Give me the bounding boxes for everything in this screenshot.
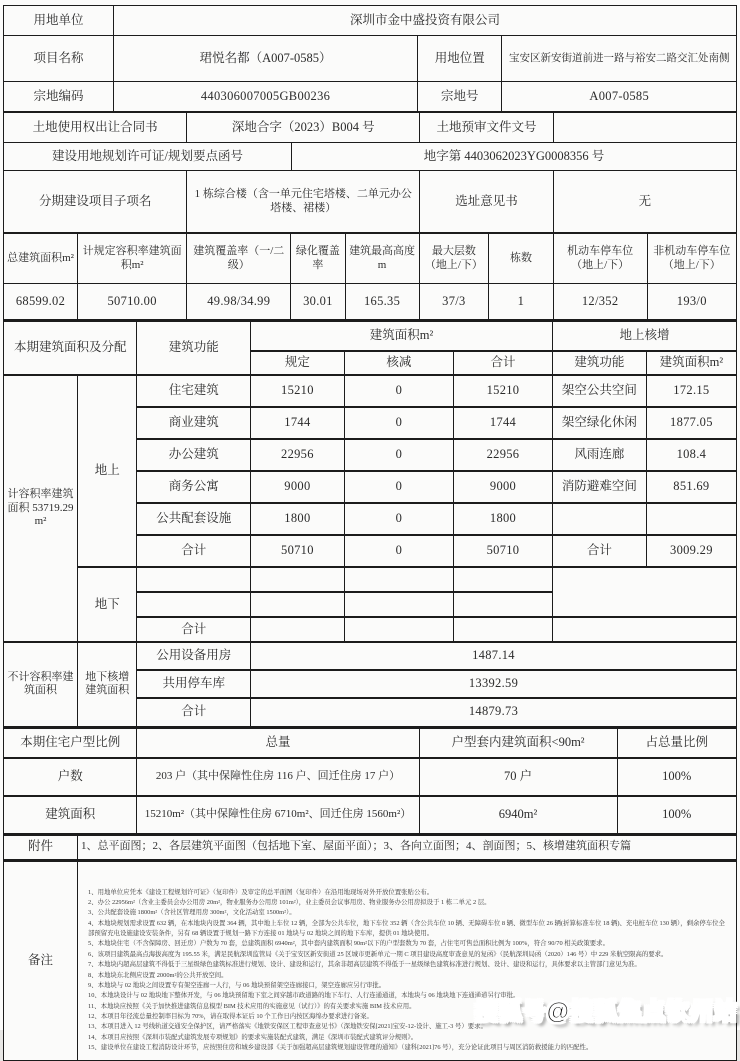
remark-line: 12、本项目年径流总量控制率目标为 70%，请在取得本证后 10 个工作日内按区海绵办要求进行备案。 — [88, 1013, 373, 1020]
reduced-cell: 0 — [344, 439, 453, 471]
empty-cell — [552, 617, 736, 642]
metric-value-total-area: 68599.02 — [4, 284, 78, 320]
attachments-content: 1、总平面图；2、各层建筑平面图（包括地下室、屋面平面）；3、各向立面图；4、剖面图；5、核增建筑面积专篇 — [78, 835, 737, 859]
household-count-row — [4, 758, 737, 796]
planning-permit-value: 地字第 4403062023YG0008356 号 — [292, 143, 737, 171]
remarks-label: 备注 — [4, 861, 78, 1061]
metric-header-coverage: 建筑覆盖率（一/二级） — [187, 234, 291, 284]
total-cell: 15210m²（其中保障性住房 6710m²、回迁住房 1560m²） — [137, 796, 419, 834]
prescribed-cell: 1744 — [251, 407, 345, 439]
table-row — [4, 36, 737, 82]
far-area-label: 计容积率建筑面积 53719.29m² — [4, 375, 78, 642]
bonus-function-cell: 消防避难空间 — [552, 471, 646, 503]
bonus-function-cell: 架空绿化休闲 — [552, 407, 646, 439]
empty-cell — [251, 592, 345, 617]
phase-subproject-label: 分期建设项目子项名 — [4, 171, 187, 233]
table-row — [4, 82, 737, 112]
metric-value-buildings: 1 — [489, 284, 554, 320]
total-cell: 50710 — [454, 535, 553, 567]
function-cell: 公用设备用房 — [137, 642, 251, 670]
reduced-cell: 0 — [344, 535, 453, 567]
sub-header-reduced: 核减 — [344, 351, 453, 375]
floor-area-row — [4, 796, 737, 834]
allocation-section-label: 本期建筑面积及分配 — [4, 321, 137, 375]
location-label: 用地位置 — [418, 36, 502, 82]
land-user-value: 深圳市金中盛投资有限公司 — [113, 6, 736, 36]
total-cell: 15210 — [454, 375, 553, 407]
empty-cell — [251, 617, 345, 642]
remark-line: 5、本地块住宅（不含保障房、回迁房）户数为 70 套，总建筑面积 6940m²，其中套内建筑面积 90m²以下的户型套数为 70 套，占住宅可售总面积比例为 100%，符合 90/70 相关政策要求。 — [88, 940, 609, 948]
reduced-cell: 0 — [344, 375, 453, 407]
metric-header-bike-parking: 非机动车停车位（地上/下） — [647, 234, 736, 284]
function-cell: 住宅建筑 — [137, 375, 251, 407]
parcel-code-label: 宗地编码 — [4, 82, 114, 112]
empty-cell — [344, 617, 453, 642]
metric-value-coverage: 49.98/34.99 — [187, 284, 291, 320]
remarks-table — [3, 860, 737, 1061]
table-row — [4, 375, 737, 407]
allocation-header-row-1 — [4, 321, 737, 351]
contract-permit-table — [3, 112, 737, 233]
area-header: 建筑面积m² — [251, 321, 553, 351]
remark-line: 1、用地单位应凭本《建设工程规划许可证》（复印件）及审定的总平面图（复印件）在沿用地现场对外开放位置张贴公布。 — [88, 888, 434, 896]
reduced-cell: 0 — [344, 407, 453, 439]
site-opinion-value: 无 — [553, 171, 736, 233]
remark-line: 11、本地块应按照《关于加快推进建筑信息模型 BIM 技术应用的实施意见（试行）》的有关要求实施 BIM 技术应用。 — [88, 1002, 416, 1010]
bonus-area-cell: 851.69 — [646, 471, 736, 503]
nonfar-value-cell: 14879.73 — [251, 698, 737, 726]
metric-header-far-area: 计规定容积率建筑面积m² — [78, 234, 187, 284]
empty-cell — [344, 567, 453, 592]
land-user-label: 用地单位 — [4, 6, 114, 36]
remark-line: 15、建设单位在建设工程消防设计环节，应按照住房和城乡建设部《关于加强超高层建筑规划建设管理的通知》（建科[2021]76 号），充分论证此项目与周区消防救援能力的匹配性。 — [88, 1044, 593, 1052]
function-cell: 合计 — [137, 698, 251, 726]
remark-line: 6、该项目建筑最高点海拔高度为 195.55 米，满足民航深圳监管局《关于宝安区新安街道 25 区城市更新单元一期 C 项目建设高度审查意见的复函》（民航深圳局函（2020）146 号）中 229 米航空限高的要求。 — [88, 950, 668, 958]
phase-subproject-value: 1 栋综合楼（含一单元住宅塔楼、二单元办公塔楼、裙楼） — [187, 171, 420, 233]
metric-value-bike-parking: 193/0 — [647, 284, 736, 320]
prescribed-cell: 1800 — [251, 503, 345, 535]
planning-permit-label: 建设用地规划许可证/规划要点函号 — [4, 143, 292, 171]
remark-line: 4、本地块规划需求设置 632 辆，在本地块内设置 364 辆，其中地上车位 12 辆，全部为公共车位，地下车位 352 辆（含公共车位 10 辆、无障碍车位 8 辆、微型车位 26 辆(折算标准车位 18 辆)、充电桩车位 130 辆），剩余停车位全部预留充电设施建设安装条件，另有 68 辆设置于规划一路下方连接 01 地块与 02 地块之间的地下车库，提供 01 地块使用。 — [88, 919, 725, 937]
small-unit-cell: 6940m² — [419, 796, 617, 834]
location-value: 宝安区新安街道前进一路与裕安二路交汇处南侧 — [502, 36, 737, 82]
nonfar-value-cell: 13392.59 — [251, 670, 737, 698]
empty-cell — [344, 592, 453, 617]
function-cell: 商业建筑 — [137, 407, 251, 439]
bonus-function-cell: 架空公共空间 — [552, 375, 646, 407]
metric-header-height: 建筑最高高度m — [345, 234, 419, 284]
bonus-function-cell: 合计 — [552, 535, 646, 567]
function-cell: 商务公寓 — [137, 471, 251, 503]
empty-cell — [137, 592, 251, 617]
bonus-area-cell: 108.4 — [646, 439, 736, 471]
sohu-watermark: 搜狐号@搜狐焦点钦州站 — [474, 998, 738, 1024]
metric-header-total-area: 总建筑面积m² — [4, 234, 78, 284]
bonus-area-cell: 1877.05 — [646, 407, 736, 439]
ratio-cell: 100% — [617, 796, 737, 834]
total-cell: 22956 — [454, 439, 553, 471]
metrics-header-row — [4, 234, 737, 284]
metric-value-far-area: 50710.00 — [78, 284, 187, 320]
function-header: 建筑功能 — [137, 321, 251, 375]
below-ground-empty-row — [4, 567, 737, 592]
metric-header-green: 绿化覆盖率 — [291, 234, 345, 284]
total-cell: 203 户（其中保障性住房 116 户、回迁住房 17 户） — [137, 758, 419, 796]
prescribed-cell: 22956 — [251, 439, 345, 471]
remark-line: 2、办公 22956m²（含业主委员会办公用房 20m²，物业服务办公用房 101m²），业主委员会议事用房、物业服务办公用房拟设于 1 栋二单元 2 层。 — [88, 898, 491, 906]
housing-total-header: 总量 — [137, 728, 419, 758]
housing-section-label: 本期住宅户型比例 — [4, 728, 137, 758]
function-cell: 公共配套设施 — [137, 503, 251, 535]
project-name-label: 项目名称 — [4, 36, 114, 82]
table-row — [4, 143, 737, 171]
total-cell: 1744 — [454, 407, 553, 439]
metric-value-green: 30.01 — [291, 284, 345, 320]
metric-value-floors: 37/3 — [419, 284, 489, 320]
remark-line: 8、本地块东北侧应设置 2000m²的公共开放空间。 — [88, 971, 228, 979]
underground-bonus-label: 地下核增建筑面积 — [78, 642, 137, 726]
remark-line: 10、本地块设计与 02 地块地下整体开发，与 06 地块预留地下室之间穿越市政道路的地下车行、人行连通通道，本地块与 06 地块地下连通通道另行审批。 — [88, 992, 520, 1000]
prescribed-cell: 50710 — [251, 535, 345, 567]
metric-header-floors: 最大层数（地上/下） — [419, 234, 489, 284]
ratio-cell: 100% — [617, 758, 737, 796]
nonfar-area-label: 不计容积率建筑面积 — [4, 642, 78, 726]
function-cell: 合计 — [137, 535, 251, 567]
total-cell: 1800 — [454, 503, 553, 535]
function-cell: 共用停车库 — [137, 670, 251, 698]
bonus-header: 地上核增 — [552, 321, 736, 351]
metrics-table — [3, 233, 737, 320]
bonus-function-cell — [552, 503, 646, 535]
prescribed-cell: 15210 — [251, 375, 345, 407]
remark-line: 14、本项目应按照《深圳市装配式建筑发展专项规划》的要求实施装配式建筑，满足《深圳市装配式建筑评分规则》。 — [88, 1033, 418, 1041]
parcel-code-value: 440306007005GB00236 — [113, 82, 417, 112]
remarks-content — [78, 861, 737, 1061]
metric-header-parking: 机动车停车位（地上/下） — [553, 234, 647, 284]
empty-cell — [552, 567, 736, 617]
empty-cell — [137, 567, 251, 592]
housing-small-unit-header: 户型套内建筑面积<90m² — [419, 728, 617, 758]
land-contract-value: 深地合字（2023）B004 号 — [187, 113, 420, 143]
empty-cell — [454, 592, 553, 617]
metric-value-parking: 12/352 — [553, 284, 647, 320]
remark-line: 3、公共配套设施 1800m²（含社区管理用房 300m²，文化活动室 1500m²）。 — [88, 909, 296, 917]
housing-ratio-table — [3, 727, 737, 835]
sub-header-total: 合计 — [454, 351, 553, 375]
site-opinion-label: 选址意见书 — [420, 171, 553, 233]
table-row — [4, 6, 737, 36]
attachments-row — [4, 835, 737, 859]
nonfar-row — [4, 642, 737, 670]
above-ground-label: 地上 — [78, 375, 137, 567]
housing-ratio-header: 占总量比例 — [617, 728, 737, 758]
bonus-function-cell: 风雨连廊 — [552, 439, 646, 471]
empty-cell — [251, 567, 345, 592]
attachments-table — [3, 834, 737, 860]
sub-header-prescribed: 规定 — [251, 351, 345, 375]
row-label: 建筑面积 — [4, 796, 137, 834]
empty-cell — [454, 617, 553, 642]
remarks-row — [4, 861, 737, 1061]
basic-info-table — [3, 5, 737, 112]
metric-value-height: 165.35 — [345, 284, 419, 320]
sub-header-bonus-function: 建筑功能 — [552, 351, 646, 375]
pre-review-value — [553, 113, 736, 143]
below-ground-label: 地下 — [78, 567, 137, 642]
table-row — [4, 171, 737, 233]
parcel-no-label: 宗地号 — [418, 82, 502, 112]
attachments-label: 附件 — [4, 835, 78, 859]
total-cell: 9000 — [454, 471, 553, 503]
below-total-label: 合计 — [137, 617, 251, 642]
function-cell: 办公建筑 — [137, 439, 251, 471]
metrics-value-row — [4, 284, 737, 320]
bonus-area-cell: 172.15 — [646, 375, 736, 407]
nonfar-value-cell: 1487.14 — [251, 642, 737, 670]
allocation-table — [3, 320, 737, 727]
metric-header-buildings: 栋数 — [489, 234, 554, 284]
reduced-cell: 0 — [344, 471, 453, 503]
empty-cell — [454, 567, 553, 592]
table-row — [4, 113, 737, 143]
land-contract-label: 土地使用权出让合同书 — [4, 113, 187, 143]
small-unit-cell: 70 户 — [419, 758, 617, 796]
prescribed-cell: 9000 — [251, 471, 345, 503]
remark-line: 9、本地块与 02 地块之间设置专有架空连廊一人行，与 06 地块预留架空连廊接口，架空连廊应另行审批。 — [88, 981, 386, 989]
project-name-value: 珺悦名都（A007-0585） — [113, 36, 417, 82]
remark-line: 7、本地块内超高层建筑不得低于三星级绿色建筑标准进行规划、设计、建设和运行，其余非超高层建筑不得低于一星级绿色建筑标准进行规划、设计、建设和运行，具体要求以主管部门意见为准。 — [88, 961, 641, 969]
housing-header-row — [4, 728, 737, 758]
bonus-area-cell: 3009.29 — [646, 535, 736, 567]
remark-line: 13、本项目进入 12 号线轨道交通安全保护区，请严格落实《地铁安保区工程审查意见书》（深地铁安保[2021]宝安-12-设计、施工-3 号）要求。 — [88, 1023, 487, 1031]
row-label: 户数 — [4, 758, 137, 796]
pre-review-label: 土地预审文件文号 — [420, 113, 553, 143]
reduced-cell: 0 — [344, 503, 453, 535]
parcel-no-value: A007-0585 — [502, 82, 737, 112]
bonus-area-cell — [646, 503, 736, 535]
sub-header-bonus-area: 建筑面积m² — [646, 351, 736, 375]
